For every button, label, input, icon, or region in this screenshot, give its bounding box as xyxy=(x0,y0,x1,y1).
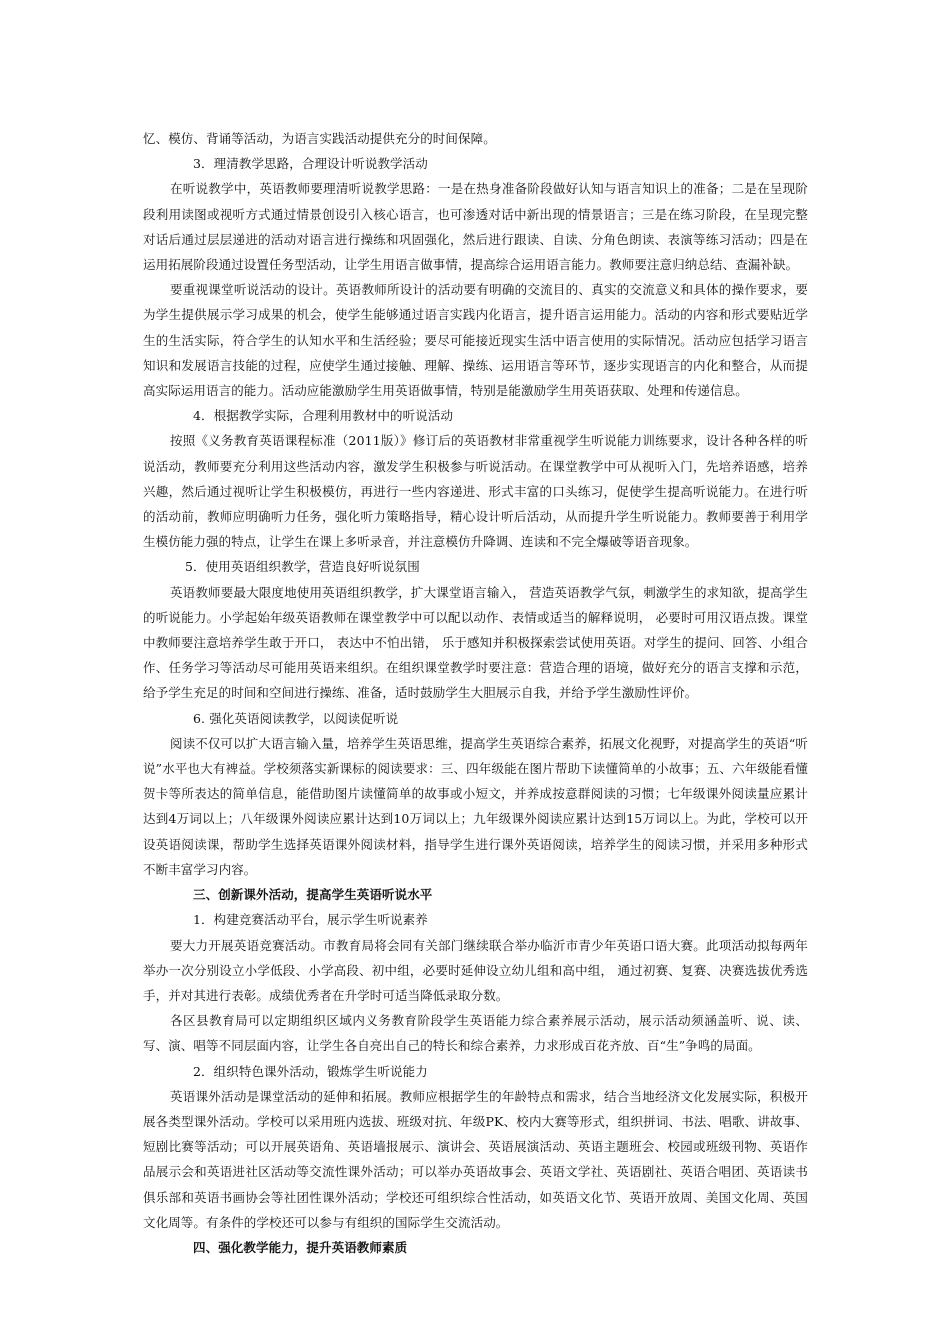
section-heading-3: 三、创新课外活动，提高学生英语听说水平 xyxy=(193,887,433,903)
subheading-6: 6. 强化英语阅读教学，以阅读促听说 xyxy=(193,710,399,726)
paragraph-district-showcase: 各区县教育局可以定期组织区域内义务教育阶段学生英语能力综合素养展示活动，展示活动须涵盖听、说、读、写、演、唱等不同层面内容，让学生各自亮出自己的特长和综合素养，力求形成百花齐放、百“生”争鸣的局面。 xyxy=(143,1013,808,1054)
paragraph-competition: 要大力开展英语竞赛活动。市教育局将会同有关部门继续联合举办临沂市青少年英语口语大赛。此项活动拟每两年举办一次分别设立小学低段、小学高段、初中组，必要时延伸设立幼儿组和高中组， 通过初赛、复赛、决赛选拔优秀选手，并对其进行表彰。成绩优秀者在升学时可适当降低录取分数。 xyxy=(143,937,808,1003)
section-heading-4: 四、强化教学能力，提升英语教师素质 xyxy=(193,1239,408,1255)
subheading-4: 4．根据教学实际，合理利用教材中的听说活动 xyxy=(193,408,454,424)
subheading-competition: 1．构建竞赛活动平台，展示学生听说素养 xyxy=(193,912,428,928)
paragraph-english-instruction: 英语教师要最大限度地使用英语组织教学，扩大课堂语言输入， 营造英语教学气氛，刺激学生的求知欲，提高学生的听说能力。小学起始年级英语教师在课堂教学中可以配以动作、表情或适当的解释说明， 必要时可用汉语点拨。课堂中教师要注意培养学生敢于开口， 表达中不怕出错， 乐于感知并积极探索尝试使用英语。对学生的提问、回答、小组合作、任务学习等活动尽可能用英语来组织。在组织课堂教学时要注意：营造合理的语境，做好充分的语言支撑和示范，给予学生充足的时间和空间进行操练、准备，适时鼓励学生大胆展示自我，并给予学生激励性评价。 xyxy=(143,584,808,701)
paragraph-reading-teaching: 阅读不仅可以扩大语言输入量，培养学生英语思维，提高学生英语综合素养，拓展文化视野，对提高学生的英语“听说”水平也大有裨益。学校须落实新课标的阅读要求：三、四年级能在图片帮助下读懂简单的小故事；五、六年级能看懂贺卡等所表达的简单信息，能借助图片读懂简单的故事或小短文，并养成按意群阅读的习惯；七年级课外阅读量应累计达到4万词以上；八年级课外阅读应累计达到10万词以上；九年级课外阅读应累计达到15万词以上。为此，学校可以开设英语阅读课，帮助学生选择英语课外阅读材料，指导学生进行课外英语阅读，培养学生的阅读习惯，并采用多种形式不断丰富学习内容。 xyxy=(143,735,808,877)
subheading-5: 5．使用英语组织教学，营造良好听说氛围 xyxy=(185,559,420,575)
paragraph-extracurricular: 英语课外活动是课堂活动的延伸和拓展。教师应根据学生的年龄特点和需求，结合当地经济文化发展实际，积极开展各类型课外活动。学校可以采用班内选拔、班级对抗、年级PK、校内大赛等形式，组织拼词、书法、唱歌、讲故事、短剧比赛等活动；可以开展英语角、英语墙报展示、演讲会、英语展演活动、英语主题班会、校园或班级刊物、英语作品展示会和英语进社区活动等交流性课外活动；可以举办英语故事会、英语文学社、英语剧社、英语合唱团、英语读书俱乐部和英语书画协会等社团性课外活动；学校还可组织综合性活动，如英语文化节、英语开放周、美国文化周、英国文化周等。有条件的学校还可以参与有组织的国际学生交流活动。 xyxy=(143,1088,808,1230)
document-body xyxy=(143,126,808,1260)
paragraph-activity-design: 要重视课堂听说活动的设计。英语教师所设计的活动要有明确的交流目的、真实的交流意义和具体的操作要求，要为学生提供展示学习成果的机会，使学生能够通过语言实践内化语言，提升语言运用能力。活动的内容和形式要贴近学生的生活实际，符合学生的认知水平和生活经验；要尽可能接近现实生活中语言使用的实际情况。活动应包括学习语言知识和发展语言技能的过程，应使学生通过接触、理解、操练、运用语言等环节，逐步实现语言的内化和整合，从而提高实际运用语言的能力。活动应能激励学生用英语做事情，特别是能激励学生用英语获取、处理和传递信息。 xyxy=(143,282,808,399)
subheading-3: 3．理清教学思路，合理设计听说教学活动 xyxy=(193,156,428,172)
paragraph-textbook-activities: 按照《义务教育英语课程标准（2011版）》修订后的英语教材非常重视学生听说能力训练要求，设计各种各样的听说活动，教师要充分利用这些活动内容，激发学生积极参与听说活动。在课堂教学中可从视听入门，先培养语感，培养兴趣，然后通过视听让学生积极模仿，再进行一些内容递进、形式丰富的口头练习，促使学生提高听说能力。在进行听的活动前，教师应明确听力任务，强化听力策略指导，精心设计听后活动，从而提升学生听说能力。教师要善于利用学生模仿能力强的特点，让学生在课上多听录音，并注意模仿升降调、连读和不完全爆破等语音现象。 xyxy=(143,433,808,550)
paragraph-listening-approach: 在听说教学中，英语教师要理清听说教学思路：一是在热身准备阶段做好认知与语言知识上的准备；二是在呈现阶段利用读图或视听方式通过情景创设引入核心语言，也可渗透对话中新出现的情景语言；三是在练习阶段，在呈现完整对话后通过层层递进的活动对语言进行操练和巩固强化，然后进行跟读、自读、分角色朗读、表演等练习活动；四是在运用拓展阶段通过设置任务型活动，让学生用语言做事情，提高综合运用语言能力。教师要注意归纳总结、查漏补缺。 xyxy=(143,181,808,273)
subheading-extracurricular: 2．组织特色课外活动，锻炼学生听说能力 xyxy=(193,1063,428,1079)
continuation-text: 忆、模仿、背诵等活动，为语言实践活动提供充分的时间保障。 xyxy=(143,131,496,146)
